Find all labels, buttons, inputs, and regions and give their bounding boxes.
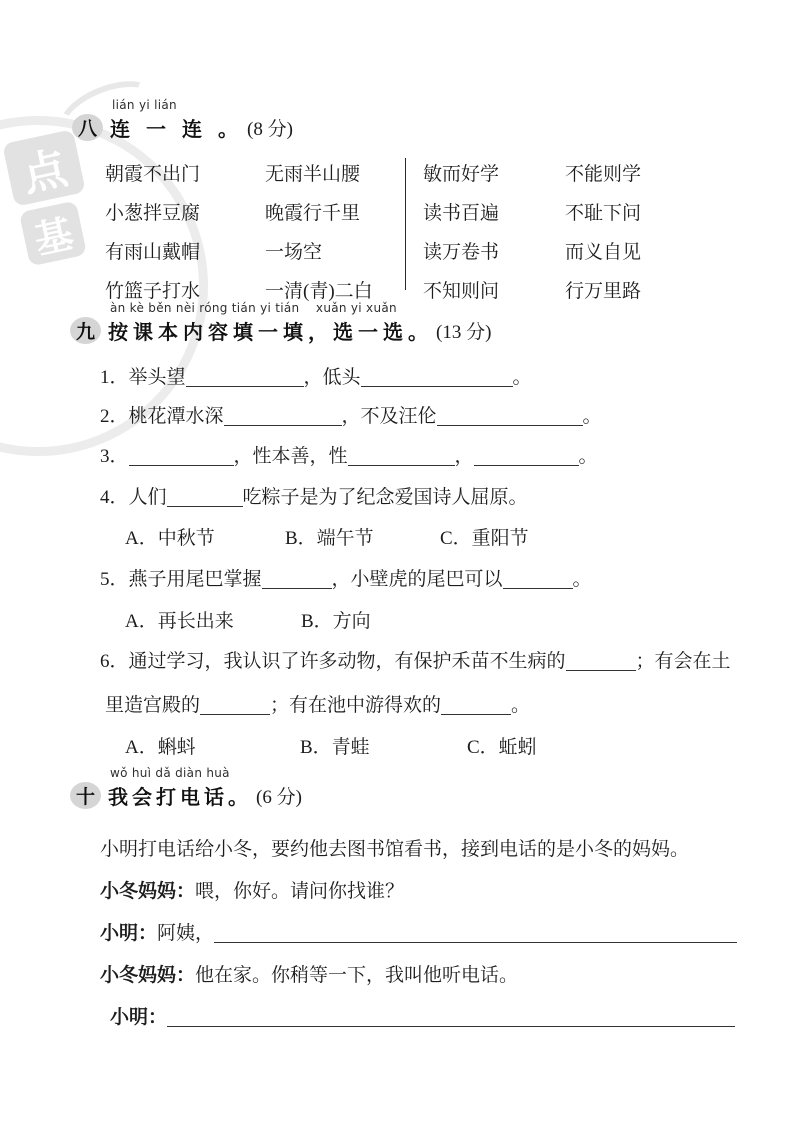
speaker-name: 小明：	[110, 1007, 168, 1028]
question-number: 3．	[100, 446, 129, 467]
match-item: 竹篮子打水	[105, 281, 201, 302]
question-text: ，低头	[303, 367, 361, 388]
section-8-badge: 八	[72, 114, 103, 141]
answer-blank	[474, 459, 579, 466]
question-text: 里造宫殿的	[105, 695, 201, 716]
section-8-heading	[72, 98, 293, 142]
section-10-badge: 十	[70, 782, 101, 809]
question-number: 2．	[100, 406, 129, 427]
question-number: 5．	[100, 569, 129, 590]
question-6-line-2	[105, 694, 530, 717]
match-item: 一清(青)二白	[265, 281, 373, 302]
option-c: C．蚯蚓	[467, 737, 537, 758]
option-b: B．端午节	[285, 528, 374, 549]
section-8-title: 连一连。	[110, 119, 254, 141]
question-text: 。	[578, 446, 598, 467]
section-9-pinyin: àn kè běn nèi róng tián yi tián xuǎn yi xuǎn	[110, 301, 397, 315]
answer-blank	[441, 708, 511, 715]
section-9-badge: 九	[70, 317, 101, 344]
match-item: 行万里路	[565, 281, 642, 302]
answer-blank	[200, 708, 270, 715]
option-a: A．再长出来	[125, 611, 234, 632]
answer-blank	[167, 500, 243, 507]
section-8-pinyin: lián yi lián	[112, 98, 177, 112]
question-text: 吃粽子是为了纪念爱国诗人屈原。	[242, 487, 528, 508]
option-a: A．中秋节	[125, 528, 215, 549]
dialogue-line-2	[100, 922, 737, 945]
question-text: ，	[454, 446, 474, 467]
question-text: 通过学习，我认识了许多动物，有保护禾苗不生病的	[128, 651, 566, 672]
match-item: 晚霞行千里	[265, 203, 361, 224]
question-text: 。	[511, 695, 531, 716]
question-text: 。	[512, 367, 532, 388]
question-number: 6．	[100, 651, 129, 672]
answer-blank	[437, 419, 583, 426]
section-9-title: 按课本内容填一填，选一选。	[108, 322, 433, 344]
dialogue-line-4	[110, 1006, 735, 1029]
question-text: 燕子用尾巴掌握	[128, 569, 262, 590]
question-6-options	[125, 736, 537, 759]
section-8-score: (8 分)	[247, 119, 293, 140]
section-9-heading	[70, 301, 491, 345]
question-text: 。	[572, 569, 592, 590]
question-text: 。	[582, 406, 602, 427]
question-text: ；有会在土	[635, 651, 731, 672]
question-text: 桃花潭水深	[128, 406, 224, 427]
dialogue-text: 阿姨，	[157, 923, 215, 944]
match-item: 读书百遍	[423, 203, 500, 224]
match-column-3	[423, 153, 499, 309]
match-item: 一场空	[265, 242, 323, 263]
section-10-pinyin: wǒ huì dǎ diàn huà	[110, 766, 230, 780]
question-6-line-1	[100, 650, 731, 673]
question-text: 人们	[128, 487, 167, 508]
match-item: 不耻下问	[565, 203, 642, 224]
match-column-4	[565, 153, 641, 309]
match-item: 朝霞不出门	[105, 164, 201, 185]
question-2	[100, 405, 602, 428]
answer-blank	[129, 459, 234, 466]
speaker-name: 小冬妈妈：	[100, 881, 196, 902]
answer-blank	[167, 1020, 735, 1027]
question-text: ，不及汪伦	[341, 406, 437, 427]
dialogue-line-1	[100, 880, 404, 903]
question-1	[100, 366, 532, 389]
section-10-heading	[70, 766, 302, 810]
match-item: 无雨半山腰	[265, 164, 361, 185]
section-10-title: 我会打电话。	[108, 787, 252, 809]
dialogue-text: 喂，你好。请问你找谁？	[195, 881, 405, 902]
option-b: B．青蛙	[300, 737, 370, 758]
answer-blank	[348, 459, 455, 466]
watermark-tile-ji: 基	[19, 201, 87, 267]
question-4	[100, 486, 528, 509]
dialogue-text: 他在家。你稍等一下，我叫他听电话。	[195, 965, 519, 986]
option-c: C．重阳节	[440, 528, 529, 549]
match-item: 而义自见	[565, 242, 642, 263]
option-a: A．蝌蚪	[125, 737, 196, 758]
watermark-tile-dian: 点	[2, 129, 86, 207]
question-text: ；有在池中游得欢的	[270, 695, 442, 716]
dialogue-intro: 小明打电话给小冬，要约他去图书馆看书，接到电话的是小冬的妈妈。	[100, 839, 690, 860]
question-4-options	[125, 527, 529, 550]
speaker-name: 小明：	[100, 923, 158, 944]
answer-blank	[566, 664, 636, 671]
section-9-score: (13 分)	[436, 322, 492, 343]
answer-blank	[186, 380, 304, 387]
answer-blank	[214, 936, 737, 943]
section-10-score: (6 分)	[256, 787, 302, 808]
match-item: 小葱拌豆腐	[105, 203, 201, 224]
match-item: 不知则问	[423, 281, 500, 302]
question-5-options	[125, 610, 371, 633]
match-item: 读万卷书	[423, 242, 500, 263]
answer-blank	[503, 582, 573, 589]
match-column-2	[265, 153, 373, 309]
answer-blank	[361, 380, 513, 387]
question-number: 1．	[100, 367, 129, 388]
question-5	[100, 568, 592, 591]
question-text: ，性本善，性	[233, 446, 348, 467]
option-b: B．方向	[301, 611, 371, 632]
match-column-1	[105, 153, 200, 309]
speaker-name: 小冬妈妈：	[100, 965, 196, 986]
answer-blank	[262, 582, 332, 589]
question-text: 举头望	[128, 367, 186, 388]
match-item: 有雨山戴帽	[105, 242, 201, 263]
question-3	[100, 445, 598, 468]
answer-blank	[224, 419, 342, 426]
dialogue-line-3	[100, 964, 518, 987]
match-item: 敏而好学	[423, 164, 500, 185]
question-text: ，小壁虎的尾巴可以	[331, 569, 503, 590]
match-divider	[405, 158, 406, 290]
match-item: 不能则学	[565, 164, 642, 185]
question-number: 4．	[100, 487, 129, 508]
